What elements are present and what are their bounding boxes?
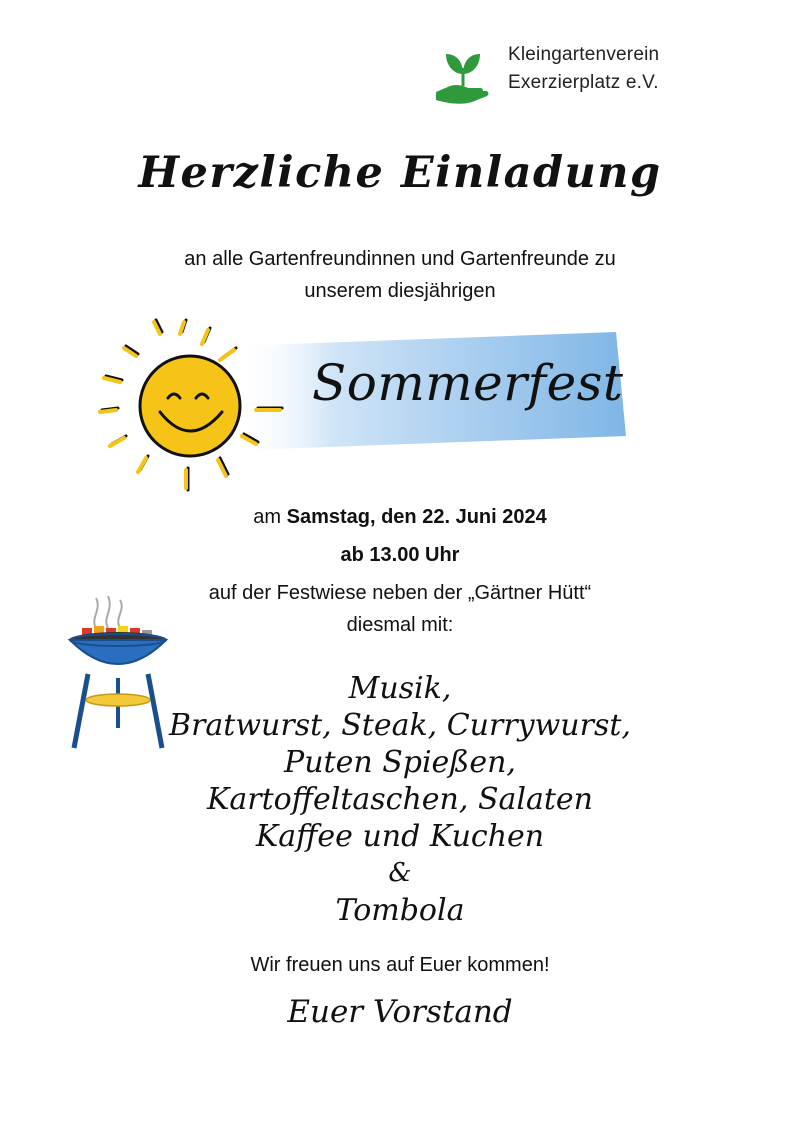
menu-item: Kartoffeltaschen, Salaten [206,782,593,817]
menu-item: Tombola [335,893,465,928]
event-date-bold: Samstag, den 22. Juni 2024 [286,506,547,528]
page-title: Herzliche Einladung [138,148,662,198]
plant-hand-logo-icon [432,44,494,106]
event-date-prefix: am [253,506,287,528]
intro-line-1: an alle Gartenfreundinnen und Gartenfreunde zu [184,248,616,270]
organization-name-line-2: Exerzierplatz e.V. [508,72,659,93]
closing-text: Wir freuen uns auf Euer kommen! [250,954,550,976]
menu-item: Kaffee und Kuchen [255,819,545,854]
event-time: ab 13.00 Uhr [340,544,460,566]
sommerfest-word: Sommerfest [312,354,624,412]
menu-item: Musik, [348,671,452,706]
menu-item: & [388,858,412,888]
menu-item: Puten Spießen, [284,745,516,780]
organization-logo [432,42,732,106]
organization-name-line-1: Kleingartenverein [508,44,660,65]
event-date [0,502,800,532]
menu-item: Bratwurst, Steak, Currywurst, [169,708,631,743]
event-with: diesmal mit: [346,614,454,636]
event-location: auf der Festwiese neben der „Gärtner Hütt“ [208,582,592,604]
sommerfest-banner [96,318,636,498]
signature: Euer Vorstand [287,994,513,1030]
intro-line-2: unserem diesjährigen [304,280,496,302]
